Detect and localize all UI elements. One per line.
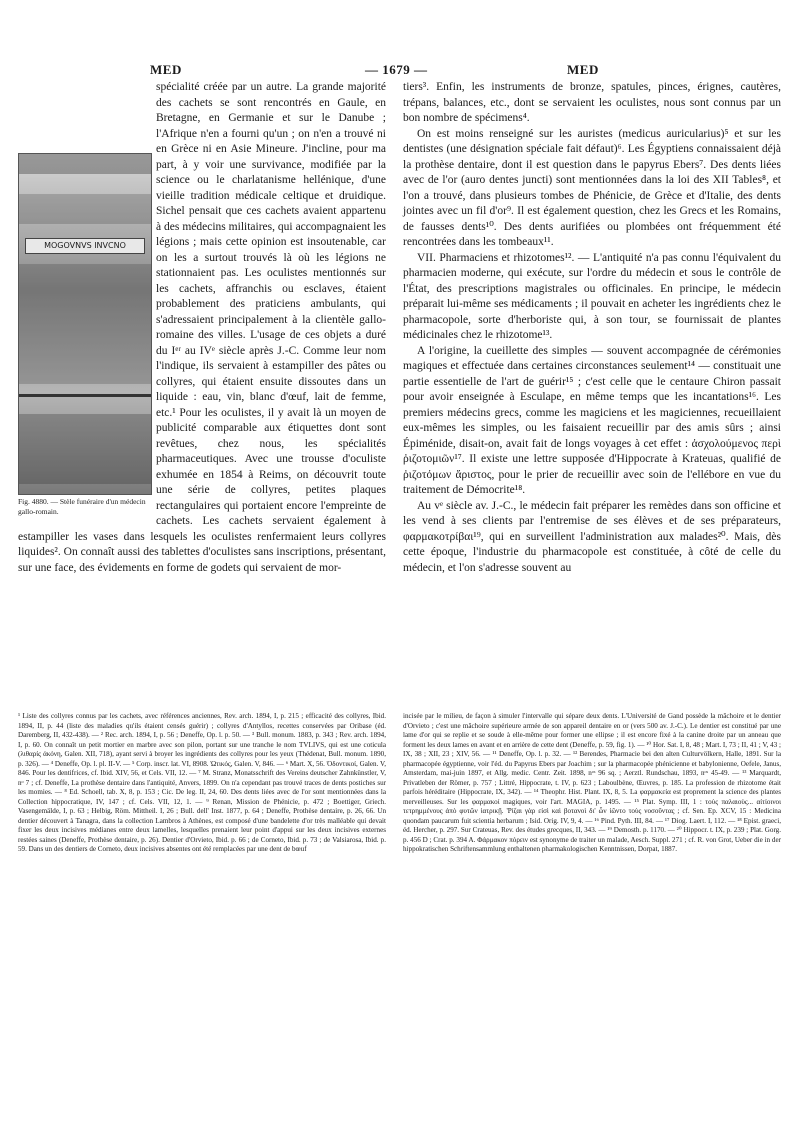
- running-head-right: MED: [567, 62, 599, 77]
- right-paragraph-4: A l'origine, la cueillette des simples — souvent accompagnée de cérémonies magiques et effectuée dans certaines circonstances seulement¹⁴ — constituait une partie essentielle de l'art de guérir¹⁵ ; c'est celle que le centaure Chiron passait pour avoir enseignée à Esculape, en même temps que les incantations¹⁶. Les premiers médecins grecs, comme les magiciens et les magiciennes, recueillaient eux-mêmes les simples, ou les faisaient recueillir par des amis sûrs ; ainsi Épiménide, disait-on, avait fait de longs voyages à cet effet : ἀσχολούμενος περὶ ῥιζοτομιῶν¹⁷. Il existe une lettre supposée d'Hippocrate à Krateuas, qualifié de ῥιζοτόμων ἄριστος, pour le prier de recueillir avec soin de l'ellébore en vue du traitement de Démocrite¹⁸.: [403, 344, 781, 496]
- right-paragraph-1: tiers³. Enfin, les instruments de bronze, spatules, pinces, érignes, cautères, trépans, balances, etc., dont se servaient les oculistes, nous sont connus par un bon nombre de spécimens⁴.: [403, 81, 781, 124]
- right-paragraph-3: VII. Pharmaciens et rhizotomes¹². — L'antiquité n'a pas connu l'équivalent du pharmacien moderne, qui exécute, sur l'ordre du médecin et sous le contrôle de l'État, des prescriptions magistrales ou officinales. En principe, le médecin préparait lui-même ses médicaments ; il pouvait en acheter les ingrédients chez le pharmacopole, sorte d'herboriste qui, à son tour, se fournissait de plantes médicinales chez le rhizotome¹³.: [403, 251, 781, 341]
- right-column: [403, 80, 781, 576]
- right-paragraph-5: Au vᵉ siècle av. J.-C., le médecin fait préparer les remèdes dans son officine et les vend à ses clients par l'entremise de ses élèves et de ses préparateurs, φαρμακοτρίβαι¹⁹, qui en surveillent l'administration aux malades²⁰. Mais, dès cette époque, l'industrie du pharmacopole est constituée, à côté de celle du médecin, et l'on s'adresse souvent au: [403, 499, 781, 574]
- footnotes-right-text: incisée par le milieu, de façon à simuler l'intervalle qui sépare deux dents. L'Université de Gand possède la mâchoire et le dentier d'Orvieto ; c'est une mâchoire supérieure armée de son appareil dentaire en or (vers 500 av. J.-C.). Le dentier est constitué par une lame d'or qui se replie et se soude à elle-même pour former une ellipse ; il est encore fixé à la canine droite par un anneau que forment les deux lames en avant et en arrière de cette dent (Deneffe, p. 59, fig. 1). — ¹⁰ Hor. Sat. I, 8, 48 ; Mart. I, 73 ; II, 41 ; V, 43 ; IX, 38 ; XII, 23 ; XIV, 56. — ¹¹ Deneffe, Op. l. p. 32. — ¹² Berendes, Pharmacie bei den alten Culturvölkern, Halle, 1891. Sur la pharmacopée égyptienne, voir l'éd. du Papyrus Ebers par Joachim ; sur la pharmacopée phénicienne et babylonienne, Oefele, Janus, Amsterdam, mai-juin 1897, et Allg. medic. Centr. Zeit. 1898, nᵒˢ 96 sq. ; Aerztl. Rundschau, 1893, nᵒˢ 45-49. — ¹³ Marquardt, Privatleben der Römer, p. 757 ; Littré, Hippocrate, t. IV, p. 623 ; Laboulbène, Œuvres, p. 185. La profession de rhizotome était parfois héréditaire (Hippocrate, IX, 342). — ¹⁴ Theophr. Hist. Plant. IX, 8, 5. La φαρμακεία est proprement la science des plantes merveilleuses. Sur les φαρμακοί magiques, voir l'art. MAGIA, p. 1495. — ¹⁵ Plat. Symp. III, 1 : τοὺς παλαιοὺς... αἰτίοινοι τετρημμένους ἀπὸ φυτῶν ἰατρικῇ. 'Ρίζαι γὰρ εἰσὶ καὶ βοτανοὶ δι' ὧν ἰῶντο τοὺς νοσοῦντας ; cf. Sen. Ep. XCV, 15 : Medicina quondam paucarum fuit scientia herbarum ; Isid. Orig. IV, 9, 4. — ¹⁶ Pind. Pyth. III, 84. — ¹⁷ Diog. Laert. I, 112. — ¹⁸ Epist. graeci, éd. Hercher, p. 297. Sur Crateuas, Rev. des études grecques, II, 343. — ¹⁹ Demosth. p. 1170. — ²⁰ Hippocr. t. IX, p. 239 ; Plat. Gorg. p. 456 D ; Crat. p. 394 A. Φάρμακον πόρειν est synonyme de traiter un malade, Aesch. Suppl. 271 ; cf. R. von Grot, Ueber die in der hippokratischen Schriftensammlung enthaltenen pharmakologischen Kenntnissen, Dorpat, 1887.: [403, 712, 781, 853]
- footnotes-left: [18, 712, 386, 855]
- footnotes-right: [403, 712, 781, 855]
- right-paragraph-2: On est moins renseigné sur les auristes (medicus auricularius)⁵ et sur les dentistes (une désignation spéciale fait défaut)⁶. Les Égyptiens connaissaient déjà la prothèse dentaire, dont il est question dans le papyrus Ebers⁷. Des dents liées avec de l'or (auro dentes juncti) sont mentionnées dans la loi des XII Tables⁸, et l'on a trouvé, dans plusieurs tombes de Phénicie, de Grèce et d'Italie, des dents jointes avec un fil d'or⁹. Il est également question, chez les Grecs et les Romains, de fausses dents¹⁰. Des dents aurifiées ou plombées ont fréquemment été rencontrées dans les tombeaux¹¹.: [403, 127, 781, 248]
- left-column: [18, 80, 386, 576]
- figure-caption: Fig. 4880. — Stèle funéraire d'un médecin gallo-romain.: [18, 497, 146, 516]
- running-head-left: MED: [150, 62, 182, 77]
- page-number: — 1679 —: [365, 62, 428, 77]
- stele-inscription: MOGOVNVS INVCNO: [25, 238, 145, 254]
- left-column-text: spécialité créée par un autre. La grande majorité des cachets se sont rencontrés en Gaule, en Bretagne, en Germanie et sur le Danube ; l'Afrique n'en a fourni qu'un ; on n'en a trouvé ni en Grèce ni en Asie Mineure. J'incline, pour ma part, à y voir une survivance, modifiée par la science ou le charlatanisme hellénique, d'une vieille tradition médicale celtique et druidique. Sichel pensait que ces cachets avaient appartenu à des médecins militaires, qui accompagnaient les légions ; mais cette opinion est insoutenable, car on les a surtout trouvés là où les légions ne stationnaient pas. Les oculistes mentionnés sur les cachets, affranchis ou esclaves, étaient probablement des praticiens ambulants, qui s'adressaient principalement à la clientèle gallo-romaine des villes. L'usage de ces objets a duré du Iᵉʳ au IVᵉ siècle après J.-C. Comme leur nom l'indique, ils servaient à estampiller des pâtes ou collyres, qui étaient ensuite dissoutes dans un liquide : eau, vin, blanc d'œuf, lait de femme, etc.¹ Pour les oculistes, il y avait là un moyen de publicité comparable aux étiquettes dont sont revêtues, chez nous, les spécialités pharmaceutiques. Avec une trousse d'oculiste exhumée en 1854 à Reims, on découvrit toute une série de collyres, petites plaques rectangulaires qui portaient encore l'empreinte de cachets. Les cachets servaient également à estampiller les vases dans lesquels les oculistes renfermaient leurs collyres liquides². On connaît aussi des tablettes d'oculistes sans inscriptions, présentant, sur une face, des évidements en forme de godets qui servaient de mor-: [18, 81, 386, 574]
- footnotes-left-text: ¹ Liste des collyres connus par les cachets, avec références anciennes, Rev. arch. 1894, I, p. 215 ; efficacité des collyres, Ibid. 1894, II, p. 44 (liste des maladies qu'ils étaient censés guérir) ; collyres d'Antyllos, recettes conservées par Oribase (éd. Daremberg, II, 432-438). — ² Rec. arch. 1894, I, p. 56 ; Deneffe, Op. l. p. 50. — ³ Bull. monum. 1883, p. 343 ; Rev. arch. 1894, I, p. 60. On connaît un petit mortier en marbre avec son pilon, portant sur une tranche le nom TVLIVS, qui est une coticula (λιθαρίς ἀκόνη, Galen. XII, 718), ayant servi à broyer les ingrédients des collyres pour les yeux (Thédenat, Bull. monum. 1890, p. 326). — ⁴ Deneffe, Op. l. pl. II-V. — ⁵ Corp. inscr. lat. VI, 8908. Ὠτικός, Galen. V, 846. — ⁶ Mart. X, 56. Ὀδοντικοί, Galen. V, 846. Pour les dentifrices, cf. Ibid. XIV, 56, et Cels. VII, 12. — ⁷ M. Stranz, Monatsschrift des Vereins deutscher Zahnkünstler, V, nᵒ 7 ; cf. Deneffe, La prothèse dentaire dans l'antiquité, Anvers, 1899. On n'a cependant pas trouvé traces de dents postiches sur les momies. — ⁸ Ed. Schoell, tab. X, 8, p. 153 ; Cic. De leg. II, 24, 60. Des dents liées avec de l'or sont mentionnées dans la Collection hippocratique, IV, 147 ; cf. Cels. VII, 12, 1. — ⁹ Renan, Mission de Phénicie, p. 472 ; Boettiger, Griech. Vasengemälde, I, p. 63 ; Helbig, Röm. Mittheil. I, 26 ; Bull. dell' Inst. 1877, p. 64 ; Deneffe, Prothèse dentaire, p. 26, 66. Un dentier découvert à Tanagra, dans la collection Lambros à Athènes, est composé d'une bandelette d'or très malléable qui devait fixer les deux incisives médianes entre deux lamelles, lesquelles prenaient leur point d'appui sur les deux incisives externes restées saines (Deneffe, Prothèse dentaire, p. 26). Dentier d'Orvieto, Ibid. p. 66 ; de Corneto, Ibid. p. 73 ; de Valsiarosa, Ibid. p. 59. Dans un des dentiers de Corneto, deux incisives absentes ont été remplacées par une dent de bœuf: [18, 712, 386, 853]
